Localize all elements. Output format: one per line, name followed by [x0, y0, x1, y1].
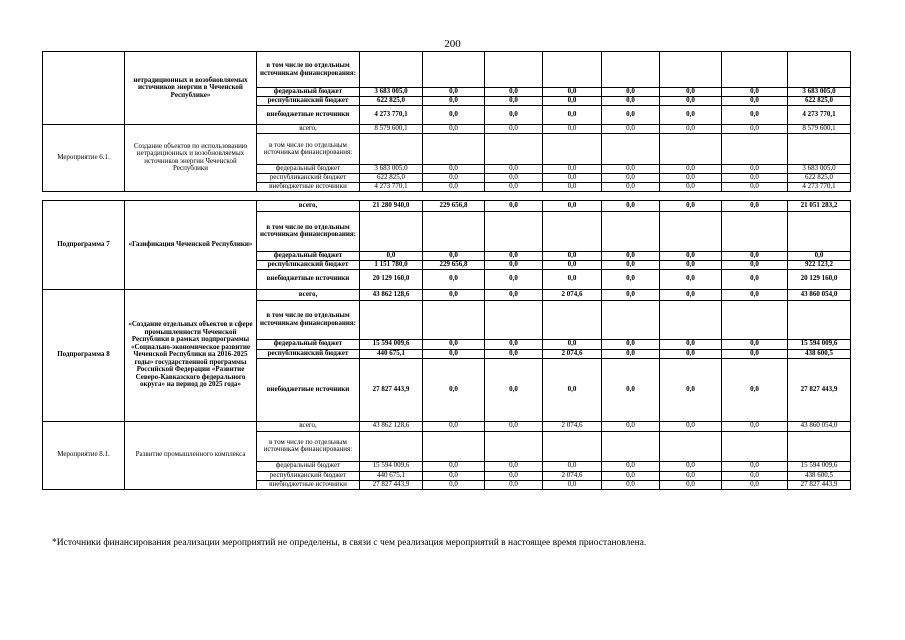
value-cell: 15 594 009,6 — [360, 339, 423, 349]
value-cell: 0,0 — [485, 260, 543, 269]
value-cell: 0,0 — [543, 165, 602, 174]
value-cell: 2 074,6 — [543, 349, 602, 358]
funding-source-cell: в том числе по отдельным источникам финансирования: — [257, 300, 360, 339]
value-cell: 0,0 — [543, 173, 602, 182]
program-type-cell: Мероприятие 8.1. — [43, 421, 125, 489]
value-cell: 27 827 443,9 — [788, 358, 851, 421]
empty-cell — [788, 52, 851, 88]
empty-cell — [722, 300, 788, 339]
value-cell: 20 129 160,0 — [788, 269, 851, 289]
value-cell: 0,0 — [722, 88, 788, 97]
empty-cell — [360, 211, 423, 251]
value-cell: 0,0 — [543, 339, 602, 349]
funding-source-cell: внебюджетные источники — [257, 182, 360, 191]
value-cell: 15 594 009,6 — [360, 461, 423, 471]
value-cell: 0,0 — [722, 106, 788, 125]
value-cell: 438 600,5 — [788, 349, 851, 358]
value-cell: 0,0 — [423, 480, 485, 489]
value-cell: 0,0 — [485, 165, 543, 174]
value-cell: 0,0 — [602, 165, 660, 174]
program-type-cell: Мероприятие 6.1. — [43, 125, 125, 192]
value-cell: 0,0 — [722, 269, 788, 289]
value-cell: 27 827 443,9 — [360, 358, 423, 421]
value-cell: 15 594 009,6 — [788, 339, 851, 349]
value-cell: 3 683 005,0 — [788, 165, 851, 174]
value-cell: 0,0 — [485, 421, 543, 431]
value-cell: 0,0 — [660, 358, 722, 421]
value-cell: 0,0 — [423, 251, 485, 260]
value-cell: 0,0 — [485, 200, 543, 211]
value-cell: 0,0 — [722, 471, 788, 480]
value-cell: 4 273 770,1 — [788, 106, 851, 125]
value-cell: 0,0 — [423, 289, 485, 300]
value-cell: 27 827 443,9 — [788, 480, 851, 489]
value-cell: 0,0 — [602, 471, 660, 480]
value-cell: 0,0 — [543, 358, 602, 421]
value-cell: 0,0 — [485, 289, 543, 300]
empty-cell — [660, 211, 722, 251]
value-cell: 0,0 — [485, 182, 543, 191]
table-row — [43, 289, 851, 300]
empty-cell — [543, 211, 602, 251]
empty-cell — [543, 52, 602, 88]
funding-source-cell: внебюджетные источники — [257, 480, 360, 489]
empty-cell — [660, 52, 722, 88]
empty-cell — [423, 134, 485, 165]
value-cell: 0,0 — [788, 251, 851, 260]
funding-source-cell: в том числе по отдельным источникам финансирования: — [257, 52, 360, 88]
budget-table — [42, 51, 851, 490]
value-cell: 0,0 — [602, 106, 660, 125]
value-cell: 0,0 — [722, 339, 788, 349]
program-name-cell: Создание объектов по использованию нетрадиционных и возобновляемых источников энергии Чеченской Республики — [125, 125, 257, 192]
value-cell: 0,0 — [543, 480, 602, 489]
empty-cell — [602, 191, 660, 200]
value-cell: 0,0 — [423, 97, 485, 106]
value-cell: 0,0 — [722, 173, 788, 182]
empty-cell — [660, 300, 722, 339]
value-cell: 922 123,2 — [788, 260, 851, 269]
empty-cell — [543, 300, 602, 339]
value-cell: 0,0 — [485, 173, 543, 182]
value-cell: 0,0 — [423, 182, 485, 191]
program-type-cell: Подпрограмма 7 — [43, 200, 125, 289]
value-cell: 0,0 — [543, 461, 602, 471]
value-cell: 438 600,5 — [788, 471, 851, 480]
value-cell: 0,0 — [602, 269, 660, 289]
value-cell: 43 860 054,0 — [788, 289, 851, 300]
empty-cell — [788, 431, 851, 461]
value-cell: 0,0 — [602, 200, 660, 211]
funding-source-cell: республиканский бюджет — [257, 349, 360, 358]
program-name-cell: нетрадиционных и возобновляемых источников энергии в Чеченской Республике» — [125, 52, 257, 125]
value-cell: 0,0 — [722, 97, 788, 106]
empty-cell — [660, 431, 722, 461]
funding-source-cell: всего, — [257, 200, 360, 211]
empty-cell — [485, 211, 543, 251]
value-cell: 0,0 — [602, 251, 660, 260]
value-cell: 1 151 780,0 — [360, 260, 423, 269]
value-cell: 0,0 — [485, 461, 543, 471]
value-cell: 0,0 — [602, 260, 660, 269]
value-cell: 0,0 — [660, 339, 722, 349]
empty-cell — [722, 431, 788, 461]
empty-cell — [360, 300, 423, 339]
value-cell: 0,0 — [423, 125, 485, 134]
funding-source-cell: республиканский бюджет — [257, 173, 360, 182]
value-cell: 43 860 054,0 — [788, 421, 851, 431]
value-cell: 2 074,6 — [543, 289, 602, 300]
value-cell: 0,0 — [660, 165, 722, 174]
value-cell: 0,0 — [660, 125, 722, 134]
value-cell: 0,0 — [423, 421, 485, 431]
value-cell: 0,0 — [423, 349, 485, 358]
program-name-cell: «Газификация Чеченской Республики» — [125, 200, 257, 289]
empty-cell — [722, 134, 788, 165]
value-cell: 0,0 — [722, 182, 788, 191]
value-cell: 0,0 — [485, 349, 543, 358]
value-cell: 0,0 — [423, 165, 485, 174]
value-cell: 229 656,8 — [423, 200, 485, 211]
value-cell: 0,0 — [543, 106, 602, 125]
value-cell: 0,0 — [543, 88, 602, 97]
funding-source-cell: внебюджетные источники — [257, 358, 360, 421]
empty-cell — [485, 52, 543, 88]
value-cell: 0,0 — [660, 269, 722, 289]
value-cell: 0,0 — [660, 260, 722, 269]
value-cell: 0,0 — [423, 471, 485, 480]
value-cell: 43 862 128,6 — [360, 421, 423, 431]
funding-source-cell: федеральный бюджет — [257, 251, 360, 260]
empty-cell — [485, 300, 543, 339]
empty-cell — [543, 191, 602, 200]
funding-source-cell: федеральный бюджет — [257, 88, 360, 97]
funding-source-cell: всего, — [257, 289, 360, 300]
empty-cell — [602, 211, 660, 251]
empty-cell — [602, 300, 660, 339]
value-cell: 0,0 — [722, 200, 788, 211]
value-cell: 622 825,0 — [788, 97, 851, 106]
value-cell: 0,0 — [543, 200, 602, 211]
value-cell: 0,0 — [722, 251, 788, 260]
empty-cell — [788, 211, 851, 251]
value-cell: 3 683 005,0 — [360, 88, 423, 97]
value-cell: 0,0 — [423, 339, 485, 349]
funding-source-cell: внебюджетные источники — [257, 106, 360, 125]
value-cell: 0,0 — [660, 349, 722, 358]
funding-source-cell: в том числе по отдельным источникам финансирования: — [257, 134, 360, 165]
value-cell: 3 683 005,0 — [360, 165, 423, 174]
empty-cell — [485, 431, 543, 461]
value-cell: 0,0 — [722, 349, 788, 358]
empty-cell — [485, 134, 543, 165]
value-cell: 15 594 009,6 — [788, 461, 851, 471]
value-cell: 622 825,0 — [360, 97, 423, 106]
value-cell: 4 273 770,1 — [360, 182, 423, 191]
funding-source-cell: всего, — [257, 421, 360, 431]
value-cell: 0,0 — [660, 289, 722, 300]
value-cell: 8 579 600,1 — [788, 125, 851, 134]
funding-source-cell: в том числе по отдельным источникам финансирования: — [257, 211, 360, 251]
empty-cell — [660, 134, 722, 165]
value-cell: 0,0 — [602, 88, 660, 97]
funding-source-cell: республиканский бюджет — [257, 97, 360, 106]
funding-source-cell: внебюджетные источники — [257, 269, 360, 289]
empty-cell — [423, 431, 485, 461]
value-cell: 0,0 — [485, 97, 543, 106]
empty-cell — [360, 134, 423, 165]
empty-cell — [423, 191, 485, 200]
empty-cell — [788, 300, 851, 339]
value-cell: 0,0 — [660, 200, 722, 211]
value-cell: 440 675,1 — [360, 471, 423, 480]
value-cell: 4 273 770,1 — [360, 106, 423, 125]
value-cell: 0,0 — [660, 173, 722, 182]
value-cell: 20 129 160,0 — [360, 269, 423, 289]
funding-source-cell: федеральный бюджет — [257, 339, 360, 349]
value-cell: 43 862 128,6 — [360, 289, 423, 300]
table-row — [43, 125, 851, 134]
value-cell: 0,0 — [423, 358, 485, 421]
empty-cell — [602, 431, 660, 461]
value-cell: 0,0 — [660, 471, 722, 480]
table-row — [43, 421, 851, 431]
value-cell: 0,0 — [423, 461, 485, 471]
value-cell: 0,0 — [602, 461, 660, 471]
empty-cell — [660, 191, 722, 200]
value-cell: 0,0 — [543, 182, 602, 191]
empty-cell — [423, 211, 485, 251]
funding-source-cell: всего, — [257, 125, 360, 134]
empty-cell — [788, 191, 851, 200]
value-cell: 0,0 — [660, 97, 722, 106]
program-name-cell: «Создание отдельных объектов в сфере промышленности Чеченской Республики в рамках подпрограммы «Социально-экономическое развитие Чеченской Республики на 2016-2025 годы» государственной программы Российской Федерации «Развитие Северо-Кавказского федерального округа» на период до 2025 года» — [125, 289, 257, 421]
value-cell: 0,0 — [602, 358, 660, 421]
value-cell: 0,0 — [602, 421, 660, 431]
empty-cell — [602, 134, 660, 165]
empty-cell — [722, 191, 788, 200]
value-cell: 0,0 — [485, 251, 543, 260]
funding-source-cell: федеральный бюджет — [257, 461, 360, 471]
empty-cell — [360, 52, 423, 88]
table-row — [43, 200, 851, 211]
value-cell: 0,0 — [722, 165, 788, 174]
value-cell: 0,0 — [543, 251, 602, 260]
value-cell: 0,0 — [660, 480, 722, 489]
empty-cell — [43, 191, 125, 200]
table-row — [43, 52, 851, 88]
value-cell: 622 825,0 — [788, 173, 851, 182]
funding-source-cell: республиканский бюджет — [257, 471, 360, 480]
value-cell: 229 656,8 — [423, 260, 485, 269]
value-cell: 0,0 — [485, 106, 543, 125]
value-cell: 0,0 — [543, 97, 602, 106]
value-cell: 0,0 — [485, 358, 543, 421]
value-cell: 0,0 — [602, 97, 660, 106]
separator-row — [43, 191, 851, 200]
empty-cell — [722, 52, 788, 88]
value-cell: 0,0 — [485, 269, 543, 289]
value-cell: 0,0 — [423, 173, 485, 182]
value-cell: 0,0 — [543, 260, 602, 269]
empty-cell — [722, 211, 788, 251]
value-cell: 0,0 — [602, 289, 660, 300]
value-cell: 0,0 — [660, 106, 722, 125]
value-cell: 2 074,6 — [543, 421, 602, 431]
value-cell: 0,0 — [423, 106, 485, 125]
empty-cell — [360, 431, 423, 461]
empty-cell — [360, 191, 423, 200]
empty-cell — [423, 52, 485, 88]
value-cell: 2 074,6 — [543, 471, 602, 480]
value-cell: 0,0 — [722, 480, 788, 489]
value-cell: 0,0 — [602, 349, 660, 358]
value-cell: 21 280 940,0 — [360, 200, 423, 211]
value-cell: 8 579 600,1 — [360, 125, 423, 134]
value-cell: 0,0 — [722, 289, 788, 300]
value-cell: 0,0 — [722, 461, 788, 471]
value-cell: 0,0 — [722, 125, 788, 134]
value-cell: 0,0 — [360, 251, 423, 260]
footnote: *Источники финансирования реализации мероприятий не определены, в связи с чем реализация мероприятий в настоящее время приостановлена. — [52, 538, 647, 548]
value-cell: 0,0 — [485, 471, 543, 480]
value-cell: 0,0 — [485, 88, 543, 97]
budget-table-body — [43, 52, 851, 490]
value-cell: 0,0 — [602, 182, 660, 191]
value-cell: 4 273 770,1 — [788, 182, 851, 191]
value-cell: 0,0 — [602, 125, 660, 134]
value-cell: 0,0 — [660, 421, 722, 431]
value-cell: 0,0 — [660, 182, 722, 191]
program-name-cell: Развитие промышленного комплекса — [125, 421, 257, 489]
value-cell: 440 675,1 — [360, 349, 423, 358]
value-cell: 0,0 — [602, 339, 660, 349]
value-cell: 0,0 — [423, 88, 485, 97]
value-cell: 0,0 — [602, 480, 660, 489]
value-cell: 0,0 — [543, 125, 602, 134]
value-cell: 0,0 — [722, 358, 788, 421]
empty-cell — [257, 191, 360, 200]
empty-cell — [543, 134, 602, 165]
value-cell: 0,0 — [485, 125, 543, 134]
value-cell: 0,0 — [660, 461, 722, 471]
value-cell: 0,0 — [485, 480, 543, 489]
empty-cell — [788, 134, 851, 165]
value-cell: 21 051 283,2 — [788, 200, 851, 211]
empty-cell — [423, 300, 485, 339]
funding-source-cell: федеральный бюджет — [257, 165, 360, 174]
empty-cell — [125, 191, 257, 200]
value-cell: 27 827 443,9 — [360, 480, 423, 489]
value-cell: 0,0 — [602, 173, 660, 182]
page-number: 200 — [444, 38, 461, 50]
funding-source-cell: республиканский бюджет — [257, 260, 360, 269]
value-cell: 0,0 — [660, 88, 722, 97]
value-cell: 0,0 — [543, 269, 602, 289]
value-cell: 0,0 — [485, 339, 543, 349]
value-cell: 3 683 005,0 — [788, 88, 851, 97]
empty-cell — [602, 52, 660, 88]
program-type-cell: Подпрограмма 8 — [43, 289, 125, 421]
value-cell: 0,0 — [722, 260, 788, 269]
funding-source-cell: в том числе по отдельным источникам финансирования: — [257, 431, 360, 461]
value-cell: 0,0 — [660, 251, 722, 260]
empty-cell — [543, 431, 602, 461]
value-cell: 0,0 — [722, 421, 788, 431]
program-type-cell — [43, 52, 125, 125]
value-cell: 0,0 — [423, 269, 485, 289]
empty-cell — [485, 191, 543, 200]
value-cell: 622 825,0 — [360, 173, 423, 182]
